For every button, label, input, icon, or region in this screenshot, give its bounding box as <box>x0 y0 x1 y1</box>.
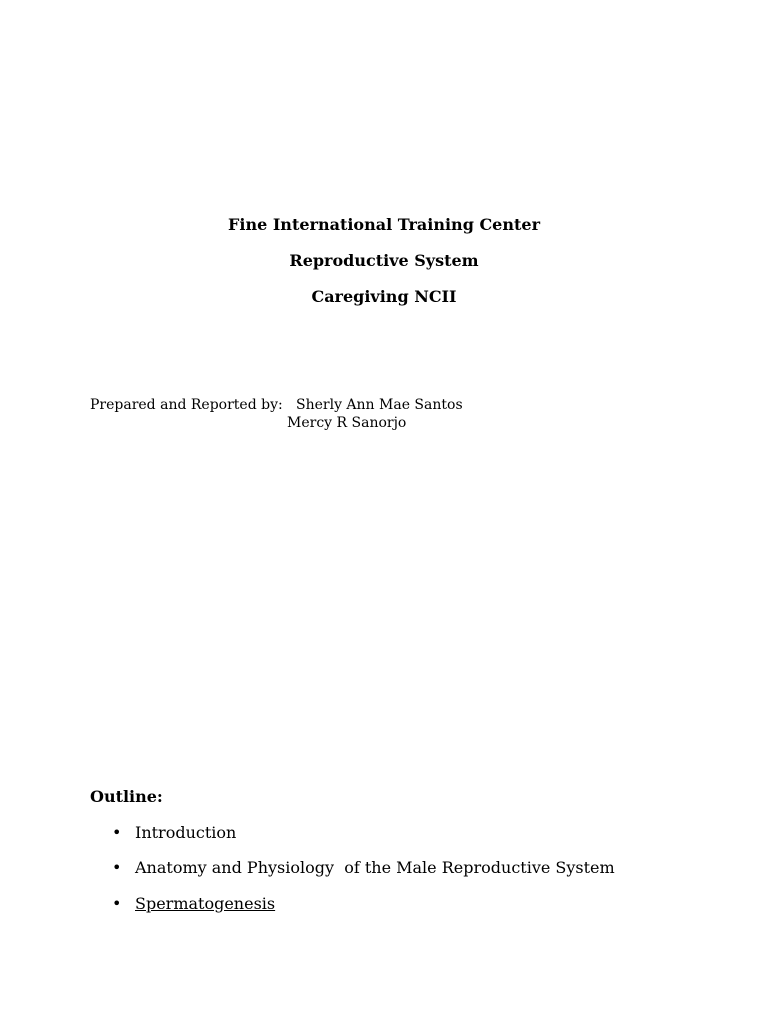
outline-item <box>112 892 275 916</box>
bullet-icon: • <box>112 858 122 877</box>
outline-item-text: Anatomy and Physiology of the Male Reproductive System <box>135 858 615 877</box>
outline-item-text: Introduction <box>135 823 237 842</box>
outline-item <box>112 821 236 845</box>
outline-item-text: Spermatogenesis <box>135 894 276 913</box>
course-title: Caregiving NCII <box>311 287 457 306</box>
bullet-icon: • <box>112 823 122 842</box>
bullet-icon: • <box>112 894 122 913</box>
subject-title: Reproductive System <box>289 251 479 270</box>
outline-heading: Outline: <box>90 787 163 806</box>
prepared-by-block <box>90 396 463 414</box>
author-name: Sherly Ann Mae Santos <box>296 397 463 413</box>
prepared-by-label: Prepared and Reported by: <box>90 397 283 413</box>
author-name: Mercy R Sanorjo <box>287 415 407 431</box>
institution-title: Fine International Training Center <box>228 215 540 234</box>
outline-item <box>112 856 615 880</box>
